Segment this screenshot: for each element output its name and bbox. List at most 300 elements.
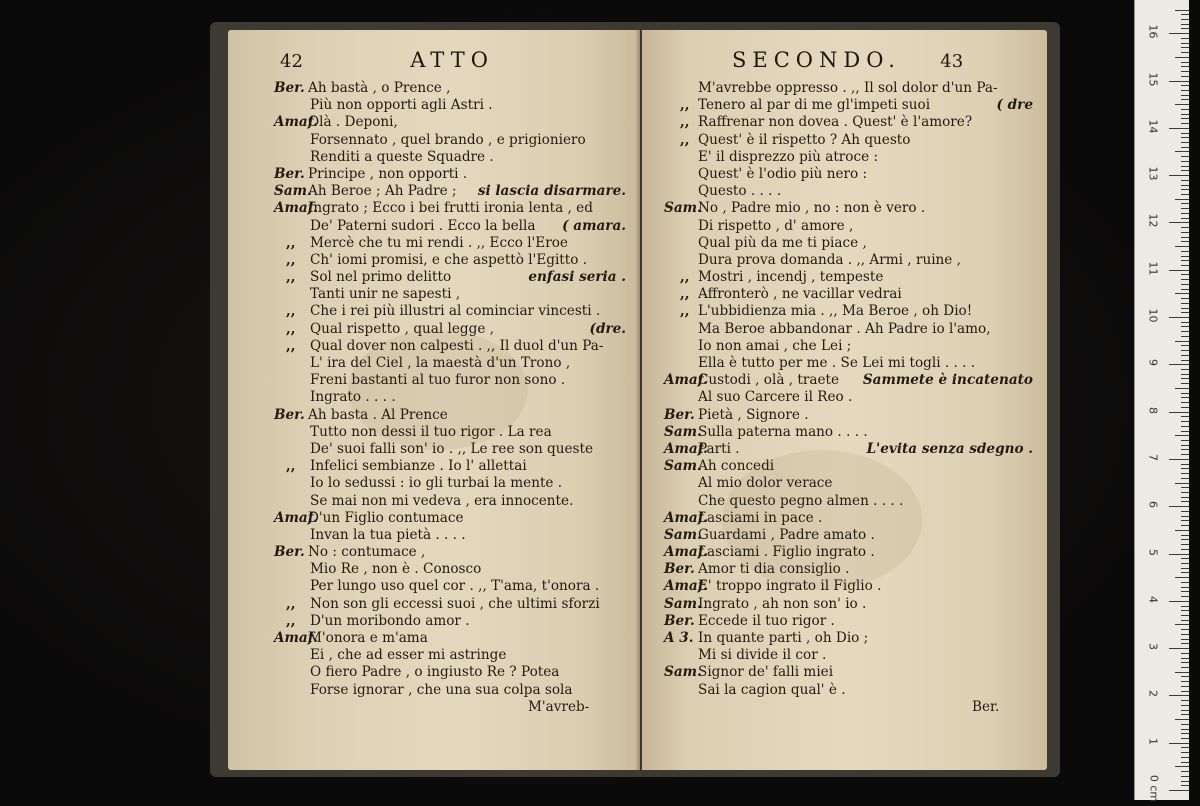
verse-text: Ah bastà , o Prence , xyxy=(308,80,451,96)
ruler-tick xyxy=(1181,681,1189,682)
verse-text: Ma Beroe abbandonar . Ah Padre io l'amo, xyxy=(698,320,991,337)
ruler-tick xyxy=(1181,369,1189,370)
ruler-tick xyxy=(1175,57,1189,58)
text-line xyxy=(228,493,640,510)
speaker-name: Sam. xyxy=(664,595,702,612)
text-line xyxy=(642,510,1047,527)
speaker-name: Sam. xyxy=(664,526,702,543)
text-line xyxy=(228,355,640,372)
stage-direction: enfasi seria . xyxy=(528,269,626,286)
ruler-tick xyxy=(1181,95,1189,96)
ruler-tick xyxy=(1181,705,1189,706)
text-line xyxy=(228,303,640,320)
ruler-tick xyxy=(1181,71,1189,72)
text-line xyxy=(642,80,1047,97)
ruler-tick xyxy=(1181,658,1189,659)
verse-text: D'un Figlio contumace xyxy=(308,509,464,526)
ruler-tick xyxy=(1181,208,1189,209)
verse-text: Ella è tutto per me . Se Lei mi togli . . . . xyxy=(698,355,976,371)
quote-mark: ,, xyxy=(286,303,296,320)
verse-text: M'avrebbe oppresso . ,, Il sol dolor d'un Pa- xyxy=(698,80,998,96)
ruler-number: 4 xyxy=(1146,595,1160,603)
speaker-name: Amaf. xyxy=(664,372,708,389)
verse-text: Amor ti dia consiglio . xyxy=(698,561,850,578)
verse-text: Sol nel primo delitto xyxy=(310,269,452,286)
text-line xyxy=(228,544,640,561)
ruler-number: 1 xyxy=(1146,737,1160,745)
ruler-tick xyxy=(1181,572,1189,573)
ruler-tick xyxy=(1181,516,1189,517)
text-line xyxy=(642,321,1047,338)
ruler-tick xyxy=(1169,743,1189,744)
text-line xyxy=(228,682,640,699)
ruler-tick xyxy=(1181,714,1189,715)
text-line xyxy=(642,355,1047,372)
quote-mark: ,, xyxy=(680,286,690,303)
verse-text: Principe , non opporti . xyxy=(308,165,468,182)
text-line xyxy=(228,286,640,303)
verse-text: Ah basta . Al Prence xyxy=(308,406,448,423)
text-line xyxy=(228,441,640,458)
ruler-tick xyxy=(1181,676,1189,677)
verse-text: Che questo pegno almen . . . . xyxy=(698,492,904,509)
verse-text: Invan la tua pietà . . . . xyxy=(310,526,466,543)
ruler-tick xyxy=(1181,19,1189,20)
verse-text: Ch' iomi promisi, e che aspettò l'Egitto . xyxy=(310,251,588,268)
verse-text: Guardami , Padre amato . xyxy=(698,526,875,543)
verse-text: Affronterò , ne vacillar vedrai xyxy=(698,286,902,303)
verse-text: Quest' è il rispetto ? Ah questo xyxy=(698,131,911,148)
stage-direction: si lascia disarmare. xyxy=(477,183,626,200)
text-line xyxy=(642,235,1047,252)
verse-text: Dura prova domanda . ,, Armi , ruine , xyxy=(698,251,961,268)
ruler-tick xyxy=(1181,166,1189,167)
ruler-tick xyxy=(1175,672,1189,673)
quote-mark: ,, xyxy=(680,269,690,286)
text-line xyxy=(228,200,640,217)
text-line xyxy=(228,114,640,131)
ruler-tick xyxy=(1181,487,1189,488)
verse-text: Tanti unir ne sapesti , xyxy=(310,286,461,303)
ruler-number: 3 xyxy=(1146,643,1160,651)
right-page-text xyxy=(642,80,1047,716)
verse-text: De' Paterni sudori . Ecco la bella xyxy=(310,217,536,234)
ruler-tick xyxy=(1181,109,1189,110)
stage-direction: ( dre xyxy=(996,97,1033,114)
verse-text: Di rispetto , d' amore , xyxy=(698,217,854,234)
speaker-name: Ber. xyxy=(664,612,695,629)
text-line xyxy=(642,578,1047,595)
ruler-tick xyxy=(1181,251,1189,252)
ruler-tick xyxy=(1181,85,1189,86)
verse-text: Se mai non mi vedeva , era innocente. xyxy=(310,492,574,509)
ruler-tick xyxy=(1169,81,1189,82)
speaker-name: Amaf. xyxy=(664,509,708,526)
verse-text: Ingrato ; Ecco i bei frutti ironia lenta , ed xyxy=(308,200,593,217)
text-line xyxy=(642,493,1047,510)
text-line xyxy=(228,510,640,527)
speaker-name: Amaf. xyxy=(274,630,318,646)
right-page-header xyxy=(732,48,963,72)
ruler-number: 13 xyxy=(1146,166,1160,181)
ruler-tick xyxy=(1181,781,1189,782)
ruler-tick xyxy=(1181,771,1189,772)
ruler-tick xyxy=(1175,624,1189,625)
ruler-tick xyxy=(1181,378,1189,379)
ruler-tick xyxy=(1181,194,1189,195)
ruler-tick xyxy=(1181,374,1189,375)
ruler-tick xyxy=(1181,724,1189,725)
measuring-ruler xyxy=(1134,0,1189,803)
ruler-number: 8 xyxy=(1146,406,1160,414)
ruler-tick xyxy=(1181,345,1189,346)
text-line xyxy=(642,389,1047,406)
quote-mark: ,, xyxy=(680,303,690,320)
ruler-tick xyxy=(1181,142,1189,143)
text-line xyxy=(642,132,1047,149)
ruler-tick xyxy=(1181,383,1189,384)
ruler-tick xyxy=(1175,388,1189,389)
ruler-tick xyxy=(1181,336,1189,337)
text-line xyxy=(642,527,1047,544)
left-page xyxy=(228,30,640,770)
ruler-tick xyxy=(1175,577,1189,578)
ruler-number: 6 xyxy=(1146,501,1160,509)
ruler-tick xyxy=(1181,66,1189,67)
verse-text: Custodi , olà , traete xyxy=(698,372,840,389)
ruler-tick xyxy=(1181,497,1189,498)
speaker-name: Ber. xyxy=(274,165,305,182)
ruler-tick xyxy=(1181,203,1189,204)
text-line xyxy=(642,613,1047,630)
text-line xyxy=(228,527,640,544)
text-line xyxy=(642,269,1047,286)
ruler-tick xyxy=(1181,133,1189,134)
ruler-tick xyxy=(1181,431,1189,432)
speaker-name: Sam. xyxy=(664,423,702,440)
text-line xyxy=(228,407,640,424)
verse-text: Raffrenar non dovea . Quest' è l'amore? xyxy=(698,114,973,131)
page-heading: ATTO xyxy=(410,48,494,72)
ruler-number: 0 cm xyxy=(1147,774,1161,803)
verse-text: Qual rispetto , qual legge , xyxy=(310,320,495,337)
ruler-tick xyxy=(1181,147,1189,148)
ruler-tick xyxy=(1181,123,1189,124)
verse-text: D'un moribondo amor . xyxy=(310,612,470,629)
ruler-tick xyxy=(1181,591,1189,592)
verse-text: No : contumace , xyxy=(308,544,426,561)
verse-text: Freni bastanti al tuo furor non sono . xyxy=(310,372,566,389)
ruler-tick xyxy=(1181,170,1189,171)
ruler-tick xyxy=(1181,14,1189,15)
text-line xyxy=(642,372,1047,389)
ruler-tick xyxy=(1181,312,1189,313)
ruler-tick xyxy=(1181,454,1189,455)
verse-text: E' il disprezzo più atroce : xyxy=(698,148,879,165)
ruler-tick xyxy=(1169,364,1189,365)
ruler-tick xyxy=(1181,468,1189,469)
speaker-name: Sam. xyxy=(664,458,702,475)
ruler-tick xyxy=(1181,402,1189,403)
ruler-tick xyxy=(1169,270,1189,271)
ruler-tick xyxy=(1169,33,1189,34)
ruler-tick xyxy=(1181,118,1189,119)
verse-text: Mostri , incendj , tempeste xyxy=(698,269,884,286)
ruler-tick xyxy=(1181,568,1189,569)
page-number: 42 xyxy=(280,51,303,72)
text-line xyxy=(228,475,640,492)
text-line xyxy=(642,630,1047,647)
text-line xyxy=(642,561,1047,578)
ruler-tick xyxy=(1169,790,1189,791)
ruler-tick xyxy=(1181,326,1189,327)
speaker-name: Sam. xyxy=(274,183,312,200)
ruler-tick xyxy=(1169,601,1189,602)
ruler-tick xyxy=(1181,256,1189,257)
ruler-number: 9 xyxy=(1146,359,1160,367)
page-heading: SECONDO. xyxy=(732,48,901,72)
ruler-tick xyxy=(1169,554,1189,555)
speaker-name: A 3. xyxy=(664,630,694,646)
text-line xyxy=(642,424,1047,441)
ruler-tick xyxy=(1181,393,1189,394)
ruler-number: 14 xyxy=(1146,119,1160,134)
ruler-number: 12 xyxy=(1146,213,1160,228)
speaker-name: Amaf. xyxy=(274,509,318,526)
ruler-tick xyxy=(1181,416,1189,417)
verse-text: Forsennato , quel brando , e prigioniero xyxy=(310,131,586,148)
ruler-tick xyxy=(1181,213,1189,214)
text-line xyxy=(228,561,640,578)
ruler-tick xyxy=(1181,284,1189,285)
ruler-tick xyxy=(1175,766,1189,767)
ruler-tick xyxy=(1181,464,1189,465)
text-line xyxy=(642,647,1047,664)
text-line xyxy=(228,80,640,97)
quote-mark: ,, xyxy=(286,251,296,268)
ruler-tick xyxy=(1169,695,1189,696)
ruler-tick xyxy=(1181,114,1189,115)
ruler-tick xyxy=(1181,639,1189,640)
text-line xyxy=(228,372,640,389)
ruler-tick xyxy=(1181,544,1189,545)
verse-text: Pietà , Signore . xyxy=(698,406,809,423)
verse-text: L' ira del Ciel , la maestà d'un Trono , xyxy=(310,355,571,371)
stage-direction: (dre. xyxy=(589,320,626,337)
ruler-tick xyxy=(1181,492,1189,493)
speaker-name: Sam. xyxy=(664,664,702,681)
text-line xyxy=(228,630,640,647)
verse-text: Forse ignorar , che una sua colpa sola xyxy=(310,681,573,698)
text-line xyxy=(228,338,640,355)
ruler-tick xyxy=(1181,227,1189,228)
ruler-tick xyxy=(1181,426,1189,427)
ruler-tick xyxy=(1181,615,1189,616)
ruler-tick xyxy=(1181,473,1189,474)
ruler-tick xyxy=(1181,757,1189,758)
verse-text: Eccede il tuo rigor . xyxy=(698,612,835,629)
right-page xyxy=(642,30,1047,770)
ruler-tick xyxy=(1169,175,1189,176)
ruler-tick xyxy=(1181,279,1189,280)
verse-text: Al mio dolor verace xyxy=(698,475,833,492)
verse-text: Qual più da me ti piace , xyxy=(698,234,867,251)
ruler-tick xyxy=(1181,501,1189,502)
ruler-tick xyxy=(1175,483,1189,484)
speaker-name: Amaf. xyxy=(664,544,708,561)
verse-text: E' troppo ingrato il Figlio . xyxy=(698,578,882,595)
text-line xyxy=(642,114,1047,131)
text-line xyxy=(228,269,640,286)
speaker-name: Ber. xyxy=(274,544,305,561)
ruler-tick xyxy=(1169,317,1189,318)
ruler-tick xyxy=(1181,511,1189,512)
ruler-number: 5 xyxy=(1146,548,1160,556)
ruler-tick xyxy=(1181,700,1189,701)
ruler-tick xyxy=(1181,520,1189,521)
quote-mark: ,, xyxy=(680,114,690,131)
text-line xyxy=(228,97,640,114)
text-line xyxy=(642,303,1047,320)
quote-mark: ,, xyxy=(680,97,690,114)
speaker-name: Ber. xyxy=(664,561,695,578)
verse-text: Ei , che ad esser mi astringe xyxy=(310,647,507,664)
ruler-tick xyxy=(1181,260,1189,261)
verse-text: In quante parti , oh Dio ; xyxy=(698,630,869,646)
ruler-tick xyxy=(1181,232,1189,233)
catchword: M'avreb- xyxy=(528,698,590,715)
ruler-tick xyxy=(1181,653,1189,654)
text-line xyxy=(642,699,1047,716)
verse-text: Quest' è l'odio più nero : xyxy=(698,165,868,182)
ruler-tick xyxy=(1181,620,1189,621)
ruler-tick xyxy=(1181,308,1189,309)
verse-text: Per lungo uso quel cor . ,, T'ama, t'onora . xyxy=(310,578,600,595)
text-line xyxy=(642,97,1047,114)
ruler-tick xyxy=(1181,634,1189,635)
text-line xyxy=(642,183,1047,200)
ruler-tick xyxy=(1175,104,1189,105)
text-line xyxy=(642,441,1047,458)
ruler-tick xyxy=(1181,161,1189,162)
text-line xyxy=(228,424,640,441)
verse-text: M'onora e m'ama xyxy=(308,630,428,646)
verse-text: Al suo Carcere il Reo . xyxy=(698,389,853,406)
text-line xyxy=(228,596,640,613)
text-line xyxy=(228,235,640,252)
text-line xyxy=(228,218,640,235)
ruler-tick xyxy=(1181,52,1189,53)
text-line xyxy=(642,407,1047,424)
text-line xyxy=(642,286,1047,303)
ruler-tick xyxy=(1181,747,1189,748)
ruler-number: 10 xyxy=(1146,308,1160,323)
ruler-tick xyxy=(1175,435,1189,436)
ruler-tick xyxy=(1181,407,1189,408)
ruler-tick xyxy=(1181,237,1189,238)
ruler-tick xyxy=(1181,303,1189,304)
ruler-tick xyxy=(1181,62,1189,63)
ruler-tick xyxy=(1169,128,1189,129)
ruler-tick xyxy=(1181,662,1189,663)
ruler-number: 15 xyxy=(1146,72,1160,86)
ruler-tick xyxy=(1181,322,1189,323)
ruler-tick xyxy=(1181,667,1189,668)
text-line xyxy=(642,544,1047,561)
verse-text: Tutto non dessi il tuo rigor . La rea xyxy=(310,423,552,440)
ruler-tick xyxy=(1181,24,1189,25)
ruler-tick xyxy=(1181,549,1189,550)
verse-text: Mi si divide il cor . xyxy=(698,647,827,664)
verse-text: Questo . . . . xyxy=(698,183,782,200)
ruler-tick xyxy=(1175,341,1189,342)
ruler-tick xyxy=(1181,189,1189,190)
verse-text: Ah Beroe ; Ah Padre ; xyxy=(308,183,457,200)
ruler-tick xyxy=(1181,686,1189,687)
ruler-tick xyxy=(1181,449,1189,450)
ruler-tick xyxy=(1181,218,1189,219)
ruler-tick xyxy=(1181,762,1189,763)
ruler-tick xyxy=(1181,355,1189,356)
speaker-name: Amaf. xyxy=(664,440,708,457)
text-line xyxy=(642,682,1047,699)
quote-mark: ,, xyxy=(286,337,296,354)
ruler-number: 16 xyxy=(1146,24,1160,39)
ruler-tick xyxy=(1181,440,1189,441)
quote-mark: ,, xyxy=(286,234,296,251)
ruler-tick xyxy=(1181,156,1189,157)
speaker-name: Ber. xyxy=(274,406,305,423)
verse-text: Io non amai , che Lei ; xyxy=(698,337,852,354)
verse-text: Tenero al par di me gl'impeti suoi xyxy=(698,97,931,114)
speaker-name: Ber. xyxy=(274,80,305,96)
open-book xyxy=(210,22,1060,777)
ruler-tick xyxy=(1181,28,1189,29)
quote-mark: ,, xyxy=(286,320,296,337)
ruler-tick xyxy=(1181,478,1189,479)
verse-text: No , Padre mio , no : non è vero . xyxy=(698,200,926,217)
ruler-tick xyxy=(1181,265,1189,266)
catchword: Ber. xyxy=(972,698,1000,715)
stage-direction: ( amara. xyxy=(562,217,626,234)
ruler-tick xyxy=(1181,558,1189,559)
ruler-tick xyxy=(1175,151,1189,152)
ruler-tick xyxy=(1181,180,1189,181)
ruler-tick xyxy=(1181,421,1189,422)
page-number: 43 xyxy=(940,51,964,72)
text-line xyxy=(228,699,640,716)
verse-text: Signor de' falli miei xyxy=(698,664,834,681)
quote-mark: ,, xyxy=(680,131,690,148)
ruler-tick xyxy=(1181,596,1189,597)
text-line xyxy=(228,389,640,406)
speaker-name: Amaf. xyxy=(664,578,708,595)
ruler-number: 11 xyxy=(1146,261,1160,276)
ruler-tick xyxy=(1181,587,1189,588)
verse-text: Sai la cagion qual' è . xyxy=(698,681,846,698)
text-line xyxy=(228,613,640,630)
ruler-tick xyxy=(1181,610,1189,611)
verse-text: Renditi a queste Squadre . xyxy=(310,148,494,165)
verse-text: Ingrato . . . . xyxy=(310,389,396,406)
quote-mark: ,, xyxy=(286,612,296,629)
verse-text: Non son gli eccessi suoi , che ultimi sforzi xyxy=(310,595,600,612)
ruler-tick xyxy=(1181,785,1189,786)
text-line xyxy=(228,166,640,183)
text-line xyxy=(228,252,640,269)
ruler-tick xyxy=(1181,582,1189,583)
speaker-name: Amaf. xyxy=(274,114,318,131)
